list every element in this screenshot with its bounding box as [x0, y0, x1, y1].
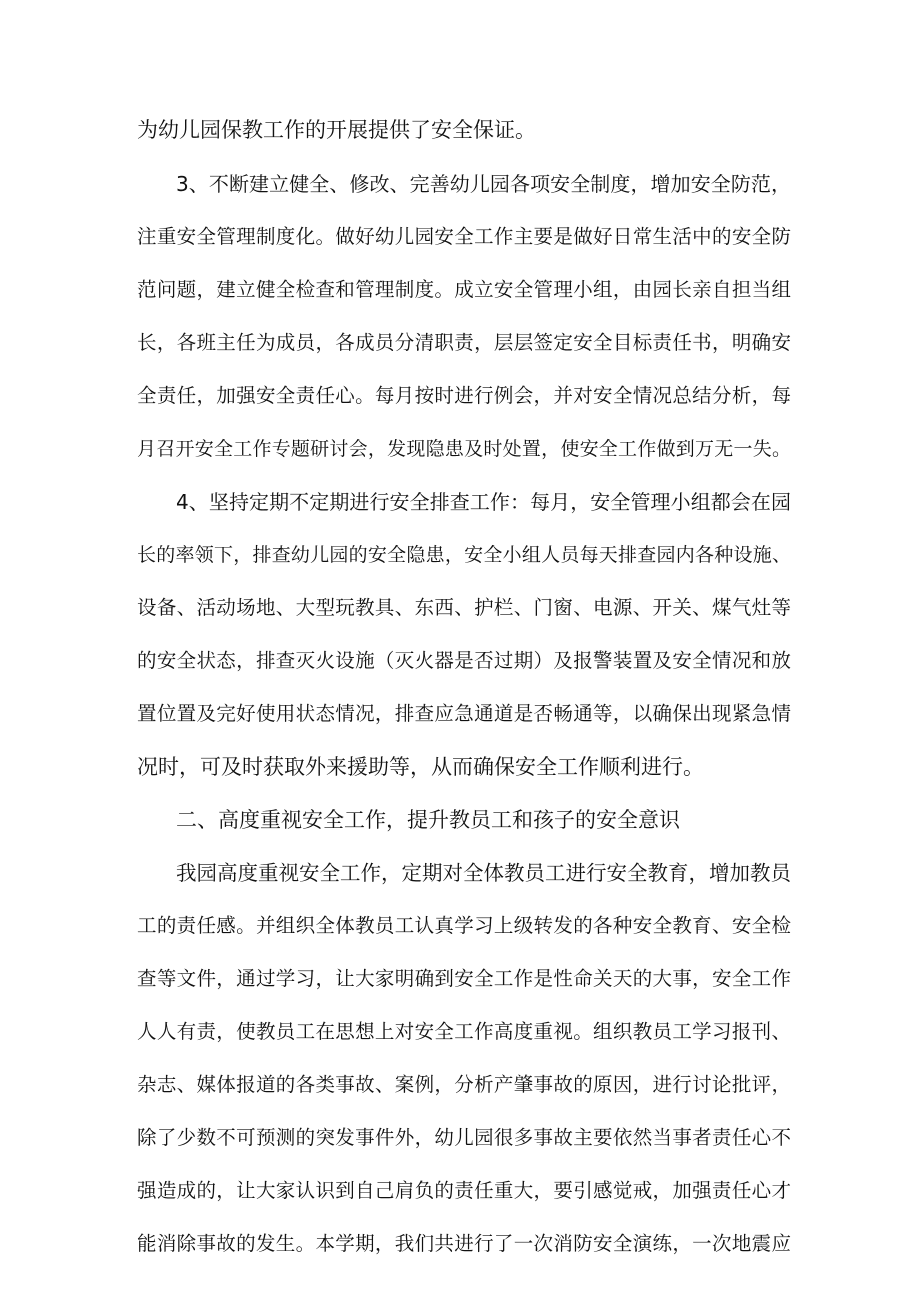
section-heading: 二、高度重视安全工作，提升教员工和孩子的安全意识 — [176, 808, 680, 832]
text-line: 人人有责，使教员工在思想上对安全工作高度重视。组织教员工学习报刊、 — [137, 1020, 791, 1043]
text-line: 除了少数不可预测的突发事件外，幼儿园很多事故主要依然当事者责任心不 — [137, 1126, 791, 1149]
text-line: 设备、活动场地、大型玩教具、东西、护栏、门窗、电源、开关、煤气灶等 — [137, 596, 791, 619]
text-line: 工的责任感。并组织全体教员工认真学习上级转发的各种安全教育、安全检 — [137, 914, 791, 937]
text-line: 为幼儿园保教工作的开展提供了安全保证。 — [137, 118, 536, 142]
text-line: 强造成的，让大家认识到自己肩负的责任重大，要引感觉戒，加强责任心才 — [137, 1179, 791, 1202]
text-line: 注重安全管理制度化。做好幼儿园安全工作主要是做好日常生活中的安全防 — [137, 225, 791, 248]
text-line: 范问题，建立健全检查和管理制度。成立安全管理小组，由园长亲自担当组 — [137, 278, 791, 301]
text-line: 能消除事故的发生。本学期，我们共进行了一次消防安全演练，一次地震应 — [137, 1232, 791, 1255]
paragraph-3-first-line: 3、不断建立健全、修改、完善幼儿园各项安全制度，增加安全防范， — [176, 172, 791, 196]
text-line: 查等文件，通过学习，让大家明确到安全工作是性命关天的大事，安全工作 — [137, 967, 791, 990]
text-line: 况时，可及时获取外来援助等，从而确保安全工作顺利进行。 — [137, 755, 704, 779]
text-line: 长的率领下，排查幼儿园的安全隐患，安全小组人员每天排查园内各种设施、 — [137, 544, 791, 566]
text-line: 长，各班主任为成员，各成员分清职责，层层签定安全目标责任书，明确安 — [137, 331, 791, 354]
paragraph-first-line: 我园高度重视安全工作，定期对全体教员工进行安全教育，增加教员 — [176, 861, 791, 885]
text-line: 月召开安全工作专题研讨会，发现隐患及时处置，使安全工作做到万无一失。 — [137, 438, 791, 460]
paragraph-4-first-line: 4、坚持定期不定期进行安全排查工作：每月，安全管理小组都会在园 — [176, 490, 791, 514]
text-line: 全责任，加强安全责任心。每月按时进行例会，并对安全情况总结分析，每 — [137, 384, 791, 407]
text-line: 杂志、媒体报道的各类事故、案例，分析产肇事故的原因，进行讨论批评， — [137, 1073, 791, 1096]
text-line: 的安全状态，排查灭火设施（灭火器是否过期）及报警装置及安全情况和放 — [137, 649, 791, 672]
text-line: 置位置及完好使用状态情况，排查应急通道是否畅通等，以确保出现紧急情 — [137, 702, 791, 725]
